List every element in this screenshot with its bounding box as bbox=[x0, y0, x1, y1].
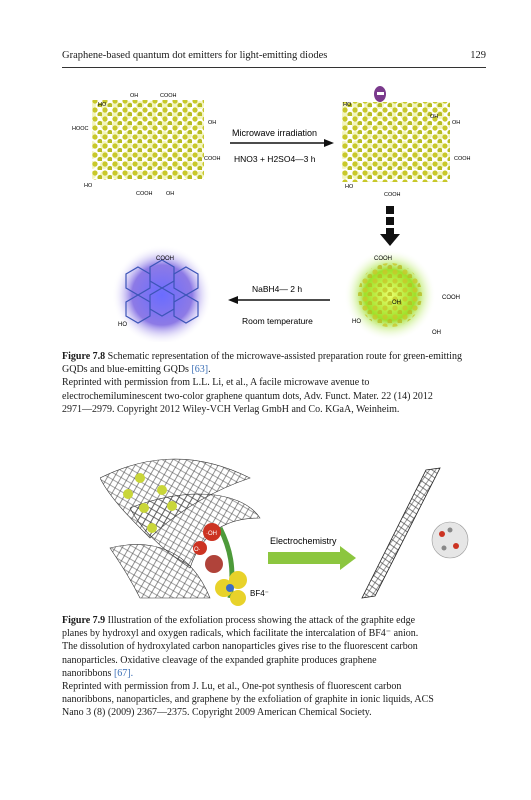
caption-figure-7-8: Figure 7.8 Schematic representation of the microwave-assisted preparation route for green-emitting GQDs and blue-emitting GQDs [63]. Reprinted with permission from L.L. Li, et al., A facile microwave avenue to electrochemiluminescent two-color graphene quantum dots, Adv. Funct. Mater. 22 (14) 2012 2971—2979. Copyright 2012 Wiley-VCH Verlag GmbH and Co. KGaA, Weinheim. bbox=[62, 350, 482, 416]
label-oh-green2: OH bbox=[432, 330, 441, 336]
caption-ref[interactable]: [67]. bbox=[113, 667, 134, 679]
page-number: 129 bbox=[470, 50, 486, 61]
label-oh-r: OH bbox=[430, 114, 439, 120]
figure-7-9 bbox=[100, 448, 470, 608]
caption-label: Figure 7.8 bbox=[62, 351, 106, 362]
arrow2-bottom-label: Room temperature bbox=[242, 316, 313, 326]
go-sheet-right bbox=[342, 86, 471, 198]
caption-line: planes by hydroxyl and oxygen radicals, which facilitate the intercalation of BF4⁻ anion. bbox=[62, 628, 419, 640]
arrow1-top-label: Microwave irradiation bbox=[232, 128, 318, 138]
radical-oh-label: ·OH bbox=[206, 531, 217, 537]
arrow1-bottom-label: HNO3 + H2SO4—3 h bbox=[234, 154, 316, 164]
nanoparticle-cluster bbox=[432, 522, 468, 558]
caption-credit-line: electrochemiluminescent two-color graphene quantum dots, Adv. Funct. Mater. 22 (14) 2012 bbox=[62, 390, 433, 402]
green-gqd bbox=[344, 249, 460, 341]
caption-credit-line: nanoribbons, nanoparticles, and graphene by the exfoliation of graphite in ionic liquids, ACS bbox=[62, 694, 434, 706]
caption-ref[interactable]: [63] bbox=[191, 364, 209, 376]
blue-gqd bbox=[112, 245, 212, 342]
label-oh-bottom: OH bbox=[166, 191, 175, 197]
figure-7-8 bbox=[62, 80, 482, 342]
label-hooc: HOOC bbox=[72, 126, 89, 132]
label-ho-green: HO bbox=[352, 319, 361, 325]
graphene-nanoribbon bbox=[362, 468, 440, 598]
running-title: Graphene-based quantum dot emitters for light-emitting diodes bbox=[62, 50, 328, 61]
go-sheet-left bbox=[72, 93, 221, 197]
bf4-anion bbox=[215, 571, 269, 606]
label-ho-bottom: HO bbox=[84, 183, 93, 189]
caption-credit-line: Reprinted with permission from L.L. Li, et al., A facile microwave avenue to bbox=[62, 377, 370, 389]
label-cooh-bottom: COOH bbox=[136, 191, 153, 197]
bf4-label: BF4⁻ bbox=[250, 589, 269, 598]
electrochemistry-arrow bbox=[268, 536, 356, 570]
caption-line: nanoparticles. Oxidative cleavage of the expanded graphite produces graphene bbox=[62, 654, 377, 666]
label-oh-green: OH bbox=[392, 300, 401, 306]
label-cooh: COOH bbox=[160, 93, 177, 99]
arrow-nabh4 bbox=[228, 284, 330, 326]
caption-credit-line: Nano 3 (8) (2009) 2367—2375. Copyright 2009 American Chemical Society. bbox=[62, 707, 372, 719]
label-cooh-r2: COOH bbox=[384, 192, 401, 198]
running-header bbox=[62, 50, 486, 66]
label-cooh-right: COOH bbox=[204, 156, 221, 162]
header-rule bbox=[62, 67, 486, 68]
caption-line: Illustration of the exfoliation process showing the attack of the graphite edge bbox=[107, 615, 416, 626]
label-ho: HO bbox=[98, 102, 107, 108]
label-cooh-green: COOH bbox=[374, 256, 392, 262]
caption-text: Schematic representation of the microwave-assisted preparation route for green-emitting GQDs and blue-emitting GQDs bbox=[62, 351, 462, 376]
label-cooh-r: COOH bbox=[454, 156, 471, 162]
caption-credit-line: 2971—2979. Copyright 2012 Wiley-VCH Verlag GmbH and Co. KGaA, Weinheim. bbox=[62, 403, 400, 415]
label-ho-r: HO bbox=[343, 102, 352, 108]
down-arrow bbox=[380, 206, 400, 246]
caption-line: nanoribbons bbox=[62, 667, 112, 679]
arrow2-top-label: NaBH4— 2 h bbox=[252, 284, 303, 294]
electrochemistry-label: Electrochemistry bbox=[270, 536, 337, 546]
label-oh-r2: OH bbox=[452, 120, 461, 126]
label-oh: OH bbox=[130, 93, 139, 99]
label-ho-blue: HO bbox=[118, 322, 127, 328]
arrow-microwave bbox=[230, 128, 334, 164]
label-ho-r2: HO bbox=[345, 184, 354, 190]
caption-label: Figure 7.9 bbox=[62, 615, 106, 626]
label-cooh-blue: COOH bbox=[156, 256, 174, 262]
radical-o-label: O· bbox=[194, 547, 201, 553]
label-cooh-green2: COOH bbox=[442, 295, 460, 301]
caption-line: The dissolution of hydroxylated carbon nanoparticles gives rise to the fluorescent carbon bbox=[62, 641, 418, 653]
caption-credit-line: Reprinted with permission from J. Lu, et al., One-pot synthesis of fluorescent carbon bbox=[62, 681, 402, 693]
label-oh-right: OH bbox=[208, 120, 217, 126]
caption-figure-7-9 bbox=[62, 614, 482, 720]
